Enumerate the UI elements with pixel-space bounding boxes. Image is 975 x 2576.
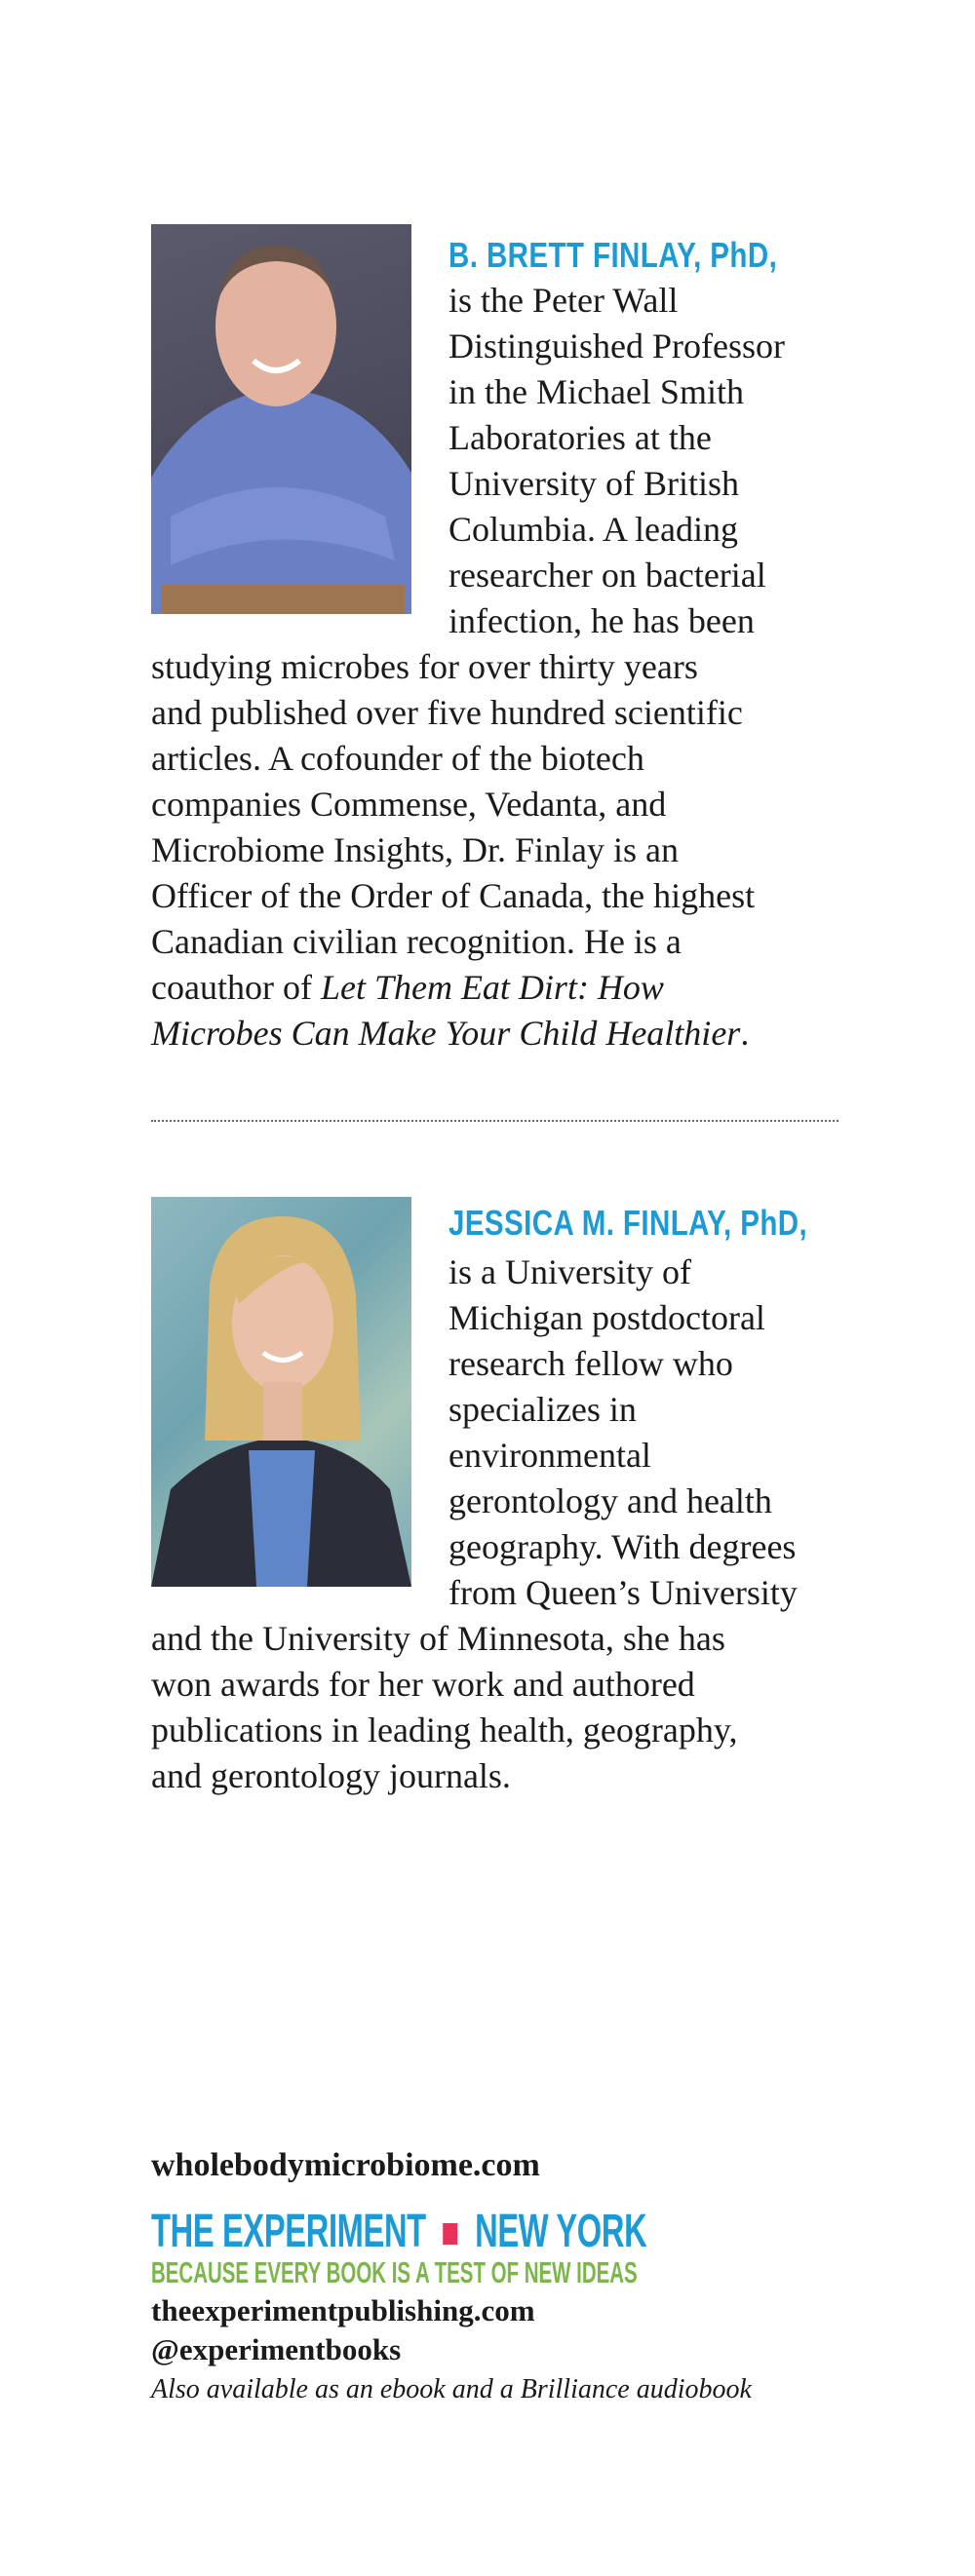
- bio-line: from Queen’s University: [448, 1573, 798, 1612]
- bio-line: Columbia. A leading: [448, 510, 738, 549]
- author-photo-brett-finlay: [151, 224, 411, 614]
- period: .: [740, 1014, 750, 1053]
- author-name-jessica-finlay: JESSICA M. FINLAY, PhD,: [448, 1203, 808, 1243]
- bio-line: and the University of Minnesota, she has: [151, 1619, 725, 1658]
- bio-line: articles. A cofounder of the biotech: [151, 739, 644, 778]
- bio-line: [151, 965, 664, 1011]
- coauthor-prefix: coauthor of: [151, 968, 321, 1007]
- bio-line: is a University of: [448, 1252, 691, 1291]
- bio-line: University of British: [448, 464, 739, 503]
- bio-line: companies Commense, Vedanta, and: [151, 785, 667, 824]
- social-handle-link[interactable]: @experimentbooks: [151, 2332, 402, 2366]
- bio-line: publications in leading health, geography,: [151, 1711, 738, 1749]
- publisher-tagline: BECAUSE EVERY BOOK IS A TEST OF NEW IDEAS: [151, 2255, 638, 2289]
- bio-line: won awards for her work and authored: [151, 1665, 695, 1704]
- bio-line: studying microbes for over thirty years: [151, 647, 698, 686]
- bio-line: environmental: [448, 1436, 651, 1475]
- bio-line: gerontology and health: [448, 1481, 772, 1520]
- author-photo-jessica-finlay: [151, 1197, 411, 1587]
- publisher-website-link[interactable]: theexperimentpublishing.com: [151, 2293, 535, 2327]
- dotted-divider: [151, 1120, 838, 1122]
- book-website-link[interactable]: wholebodymicrobiome.com: [151, 2147, 540, 2183]
- bio-line: in the Michael Smith: [448, 372, 744, 411]
- bio-line: and gerontology journals.: [151, 1756, 511, 1795]
- availability-note: Also available as an ebook and a Brilliance audiobook: [151, 2374, 752, 2404]
- author-name-brett-finlay: B. BRETT FINLAY, PhD,: [448, 235, 778, 275]
- bio-line: infection, he has been: [448, 601, 755, 640]
- square-bullet-icon: [443, 2223, 457, 2245]
- publisher-city: NEW YORK: [475, 2206, 647, 2257]
- bio-line: Officer of the Order of Canada, the highest: [151, 876, 756, 915]
- bio-line: and published over five hundred scientific: [151, 693, 743, 732]
- bio-line: specializes in: [448, 1390, 637, 1429]
- bio-line: geography. With degrees: [448, 1527, 797, 1566]
- bio-line: is the Peter Wall: [448, 281, 679, 320]
- book-title: Let Them Eat Dirt: How: [320, 968, 664, 1007]
- bio-line: Michigan postdoctoral: [448, 1298, 765, 1337]
- bio-line: research fellow who: [448, 1344, 733, 1383]
- publisher-name: THE EXPERIMENT: [151, 2206, 426, 2257]
- bio-line: [151, 1011, 749, 1057]
- bio-line: Canadian civilian recognition. He is a: [151, 922, 682, 961]
- bio-line: Laboratories at the: [448, 418, 712, 457]
- bio-line: Distinguished Professor: [448, 327, 785, 365]
- bio-line: Microbiome Insights, Dr. Finlay is an: [151, 830, 679, 869]
- bio-line: researcher on bacterial: [448, 556, 766, 595]
- publisher-logo: [151, 2205, 646, 2258]
- book-title: Microbes Can Make Your Child Healthier: [151, 1014, 741, 1053]
